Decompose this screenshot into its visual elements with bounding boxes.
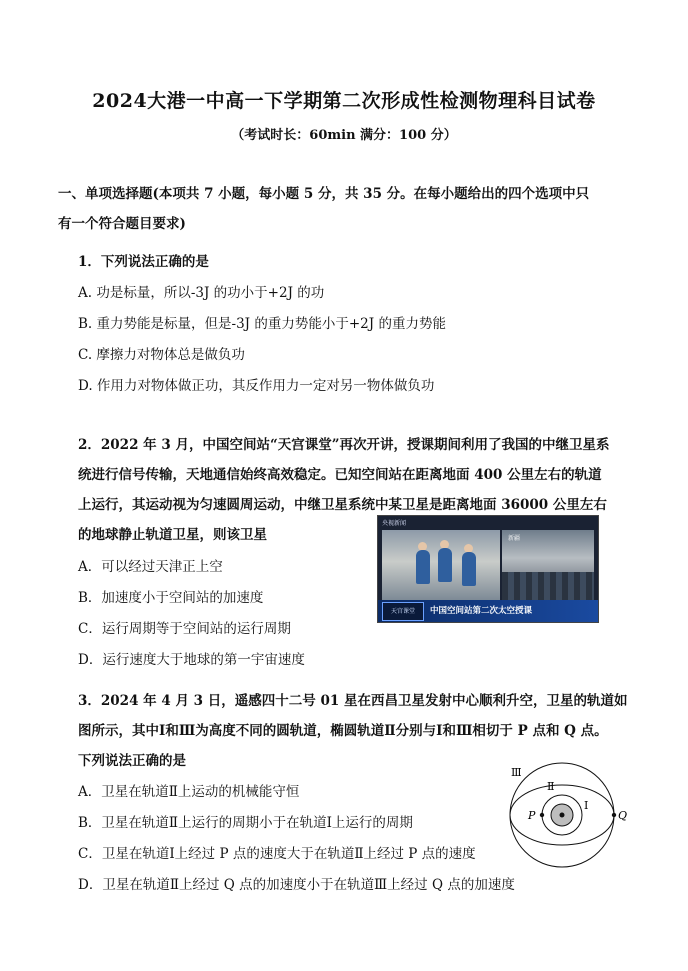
tiangong-class-photo [377, 515, 599, 623]
orbit-diagram [506, 760, 636, 875]
astronaut-figure [416, 550, 430, 584]
question-3-option-a: A．卫星在轨道Ⅱ上运动的机械能守恒 [78, 784, 300, 800]
question-3-option-b: B．卫星在轨道Ⅱ上运行的周期小于在轨道Ⅰ上运行的周期 [78, 815, 413, 831]
orbit-3-label: Ⅲ [511, 766, 522, 779]
question-2-stem-line-4: 的地球静止轨道卫星，则该卫星 [78, 527, 267, 543]
question-2-option-d: D．运行速度大于地球的第一宇宙速度 [78, 652, 305, 668]
astronaut-figure [438, 548, 452, 582]
question-1-option-c: C. 摩擦力对物体总是做负功 [78, 347, 245, 363]
astronaut-figure [462, 552, 476, 586]
section-heading-line-1: 一、单项选择题(本项共 7 小题，每小题 5 分，共 35 分。在每小题给出的四个选项中只 [58, 186, 590, 202]
point-p-dot [540, 813, 544, 817]
point-p-label: P [528, 809, 536, 822]
question-2-stem-line-3: 上运行，其运动视为匀速圆周运动，中继卫星系统中某卫星是距离地面 36000 公里左右 [78, 497, 607, 513]
photo-corner-tag: 央视新闻 [382, 520, 407, 527]
exam-title: 2024大港一中高一下学期第二次形成性检测物理科目试卷 [92, 90, 596, 112]
question-3-option-d: D．卫星在轨道Ⅱ上经过 Q 点的加速度小于在轨道Ⅲ上经过 Q 点的加速度 [78, 877, 515, 893]
question-1-stem: 1．下列说法正确的是 [78, 254, 209, 270]
question-3-stem-line-3: 下列说法正确的是 [78, 753, 186, 769]
question-2-option-c: C．运行周期等于空间站的运行周期 [78, 621, 291, 637]
question-1-option-b: B. 重力势能是标量，但是-3J 的重力势能小于+2J 的重力势能 [78, 316, 446, 332]
earth-center-dot [560, 813, 565, 818]
students-crowd [502, 572, 594, 600]
photo-banner-text: 中国空间站第二次太空授课 [430, 606, 533, 616]
question-3-stem-line-1: 3．2024 年 4 月 3 日，遥感四十二号 01 星在西昌卫星发射中心顺利升空，卫星的轨道如 [78, 693, 628, 709]
orbit-2-label: Ⅱ [547, 780, 555, 793]
question-3-stem-line-2: 图所示，其中Ⅰ和Ⅲ为高度不同的圆轨道，椭圆轨道Ⅱ分别与Ⅰ和Ⅲ相切于 P 点和 Q 点。 [78, 723, 608, 739]
question-1-option-a: A. 功是标量，所以-3J 的功小于+2J 的功 [78, 285, 325, 301]
question-3-option-c: C．卫星在轨道Ⅰ上经过 P 点的速度大于在轨道Ⅱ上经过 P 点的速度 [78, 846, 476, 862]
point-q-label: Q [618, 809, 628, 822]
question-2-option-b: B．加速度小于空间站的加速度 [78, 590, 264, 606]
exam-subtitle: （考试时长：60min 满分：100 分） [231, 128, 457, 143]
tiangong-class-logo: 天宫课堂 [382, 602, 424, 621]
question-2-option-a: A．可以经过天津正上空 [78, 559, 223, 575]
section-heading-line-2: 有一个符合题目要求) [58, 216, 186, 232]
question-2-stem-line-1: 2．2022 年 3 月，中国空间站“天宫课堂”再次开讲，授课期间利用了我国的中继卫星系 [78, 437, 610, 453]
point-q-dot [612, 813, 616, 817]
orbit-1-label: Ⅰ [584, 799, 589, 812]
photo-location-tag: 新疆 [508, 535, 521, 542]
question-2-stem-line-2: 统进行信号传输，天地通信始终高效稳定。已知空间站在距离地面 400 公里左右的轨道 [78, 467, 602, 483]
question-1-option-d: D. 作用力对物体做正功，其反作用力一定对另一物体做负功 [78, 378, 435, 394]
